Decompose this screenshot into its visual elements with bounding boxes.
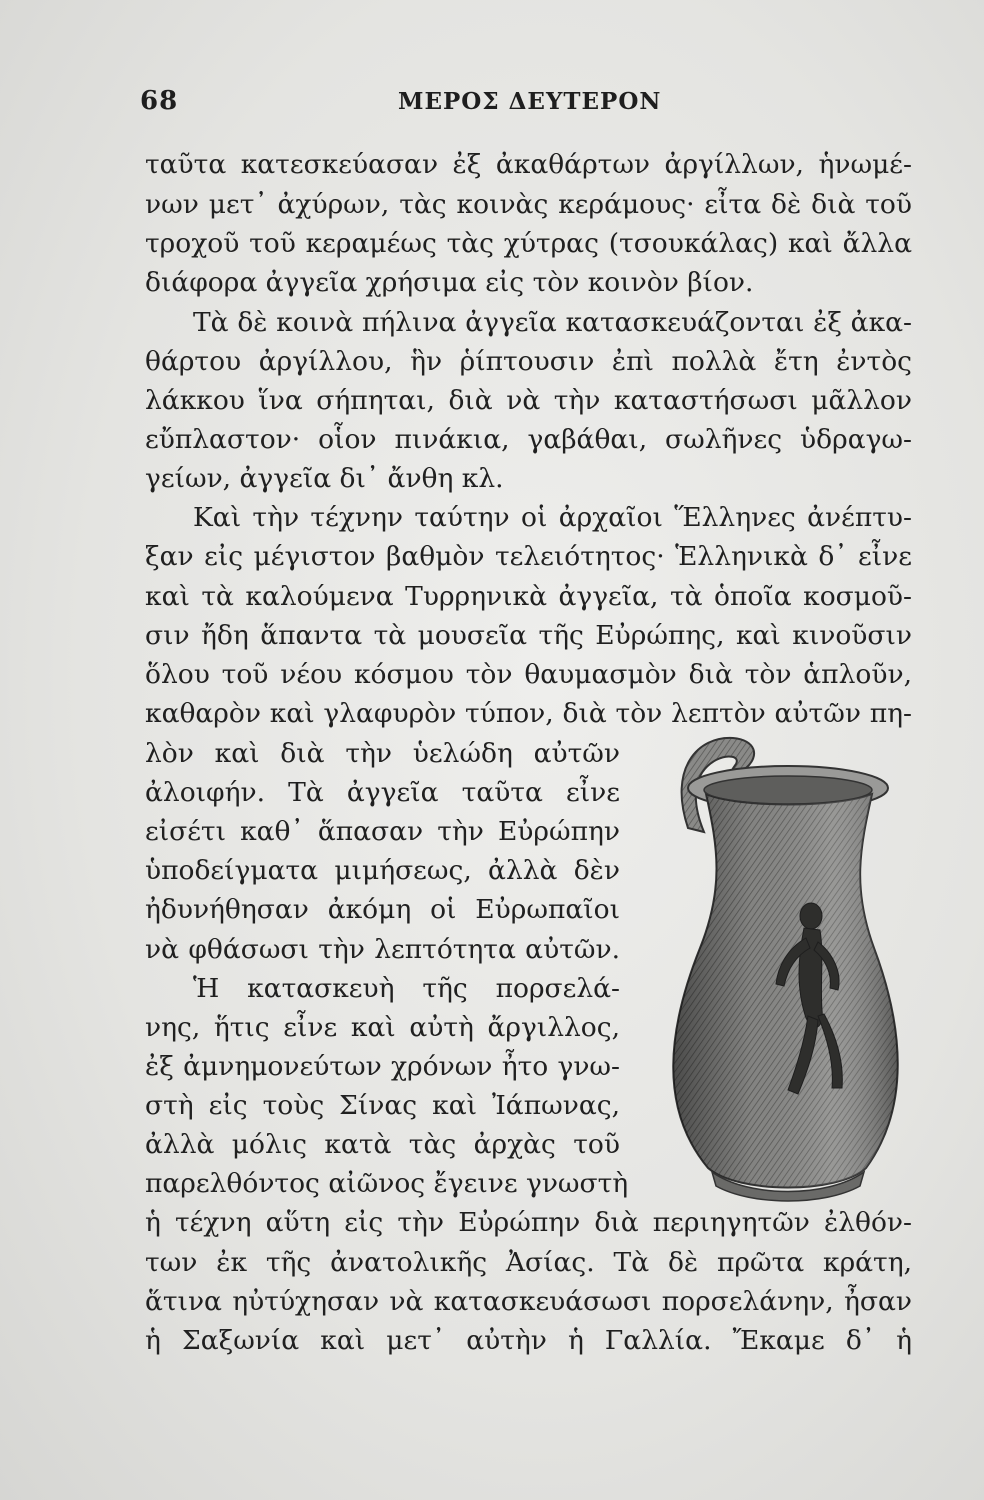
text-line: καθαρὸν καὶ γλαφυρὸν τύπον, διὰ τὸν λεπτὸν αὐτῶν πη-: [145, 698, 912, 729]
text-line: γείων, ἀγγεῖα δι᾽ ἄνθη κλ.: [145, 463, 504, 494]
text-line: ἀλλὰ μόλις κατὰ τὰς ἀρχὰς τοῦ: [145, 1129, 620, 1160]
text-line: σιν ἤδη ἅπαντα τὰ μουσεῖα τῆς Εὐρώπης, καὶ κινοῦσιν: [145, 620, 912, 651]
text-line: Καὶ τὴν τέχνην ταύτην οἱ ἀρχαῖοι Ἕλληνες ἀνέπτυ-: [193, 502, 912, 533]
text-line: νὰ φθάσωσι τὴν λεπτότητα αὐτῶν.: [145, 934, 620, 965]
text-line: ἅτινα ηὐτύχησαν νὰ κατασκευάσωσι πορσελάνην, ἦσαν: [145, 1286, 912, 1317]
text-line: ἡ Σαξωνία καὶ μετ᾽ αὐτὴν ἡ Γαλλία. Ἔκαμε δ᾽ ἡ: [145, 1325, 912, 1356]
running-head: ΜΕΡΟΣ ΔΕΥΤΕΡΟΝ: [398, 88, 662, 115]
text-line: θάρτου ἀργίλλου, ἣν ῥίπτουσιν ἐπὶ πολλὰ ἔτη ἐντὸς: [145, 346, 912, 377]
text-line: διάφορα ἀγγεῖα χρήσιμα εἰς τὸν κοινὸν βίον.: [145, 267, 754, 298]
text-line: Τὰ δὲ κοινὰ πήλινα ἀγγεῖα κατασκευάζονται ἐξ ἀκα-: [193, 307, 912, 338]
text-line: ξαν εἰς μέγιστον βαθμὸν τελειότητος· Ἑλληνικὰ δ᾽ εἶνε: [145, 541, 912, 572]
text-line: τροχοῦ τοῦ κεραμέως τὰς χύτρας (τσουκάλας) καὶ ἄλλα: [145, 228, 912, 259]
text-line: νων μετ᾽ ἀχύρων, τὰς κοινὰς κεράμους· εἶτα δὲ διὰ τοῦ: [145, 189, 912, 220]
text-line: ὑποδείγματα μιμήσεως, ἀλλὰ δὲν: [145, 855, 620, 886]
page-number: 68: [140, 86, 179, 116]
text-line: Ἡ κατασκευὴ τῆς πορσελά-: [193, 973, 620, 1004]
text-line: ταῦτα κατεσκεύασαν ἐξ ἀκαθάρτων ἀργίλλων, ἡνωμέ-: [145, 149, 912, 180]
text-line: στὴ εἰς τοὺς Σίνας καὶ Ἰάπωνας,: [145, 1090, 620, 1121]
text-line: παρελθόντος αἰῶνος ἔγεινε γνωστὴ: [145, 1168, 629, 1199]
text-line: ἡ τέχνη αὕτη εἰς τὴν Εὐρώπην διὰ περιηγητῶν ἐλθόν-: [145, 1207, 912, 1238]
text-line: των ἐκ τῆς ἀνατολικῆς Ἀσίας. Τὰ δὲ πρῶτα κράτη,: [145, 1247, 912, 1278]
text-line: εὔπλαστον· οἷον πινάκια, γαβάθαι, σωλῆνες ὑδραγω-: [145, 424, 912, 455]
text-line: λὸν καὶ διὰ τὴν ὑελώδη αὐτῶν: [145, 738, 620, 769]
text-line: εἰσέτι καθ᾽ ἅπασαν τὴν Εὐρώπην: [145, 816, 620, 847]
text-line: καὶ τὰ καλούμενα Τυρρηνικὰ ἀγγεῖα, τὰ ὁποῖα κοσμοῦ-: [145, 581, 912, 612]
text-line: ἀλοιφήν. Τὰ ἀγγεῖα ταῦτα εἶνε: [145, 777, 620, 808]
text-line: ὅλου τοῦ νέου κόσμου τὸν θαυμασμὸν διὰ τὸν ἁπλοῦν,: [145, 659, 912, 690]
text-line: λάκκου ἵνα σήπηται, διὰ νὰ τὴν καταστήσωσι μᾶλλον: [145, 385, 912, 416]
greek-oinochoe-jug-icon: [628, 728, 918, 1203]
text-line: νης, ἥτις εἶνε καὶ αὐτὴ ἄργιλλος,: [145, 1012, 620, 1043]
page-header: [140, 84, 900, 124]
text-line: ἐξ ἀμνημονεύτων χρόνων ἦτο γνω-: [145, 1051, 620, 1082]
text-line: ἠδυνήθησαν ἀκόμη οἱ Εὐρωπαῖοι: [145, 894, 620, 925]
